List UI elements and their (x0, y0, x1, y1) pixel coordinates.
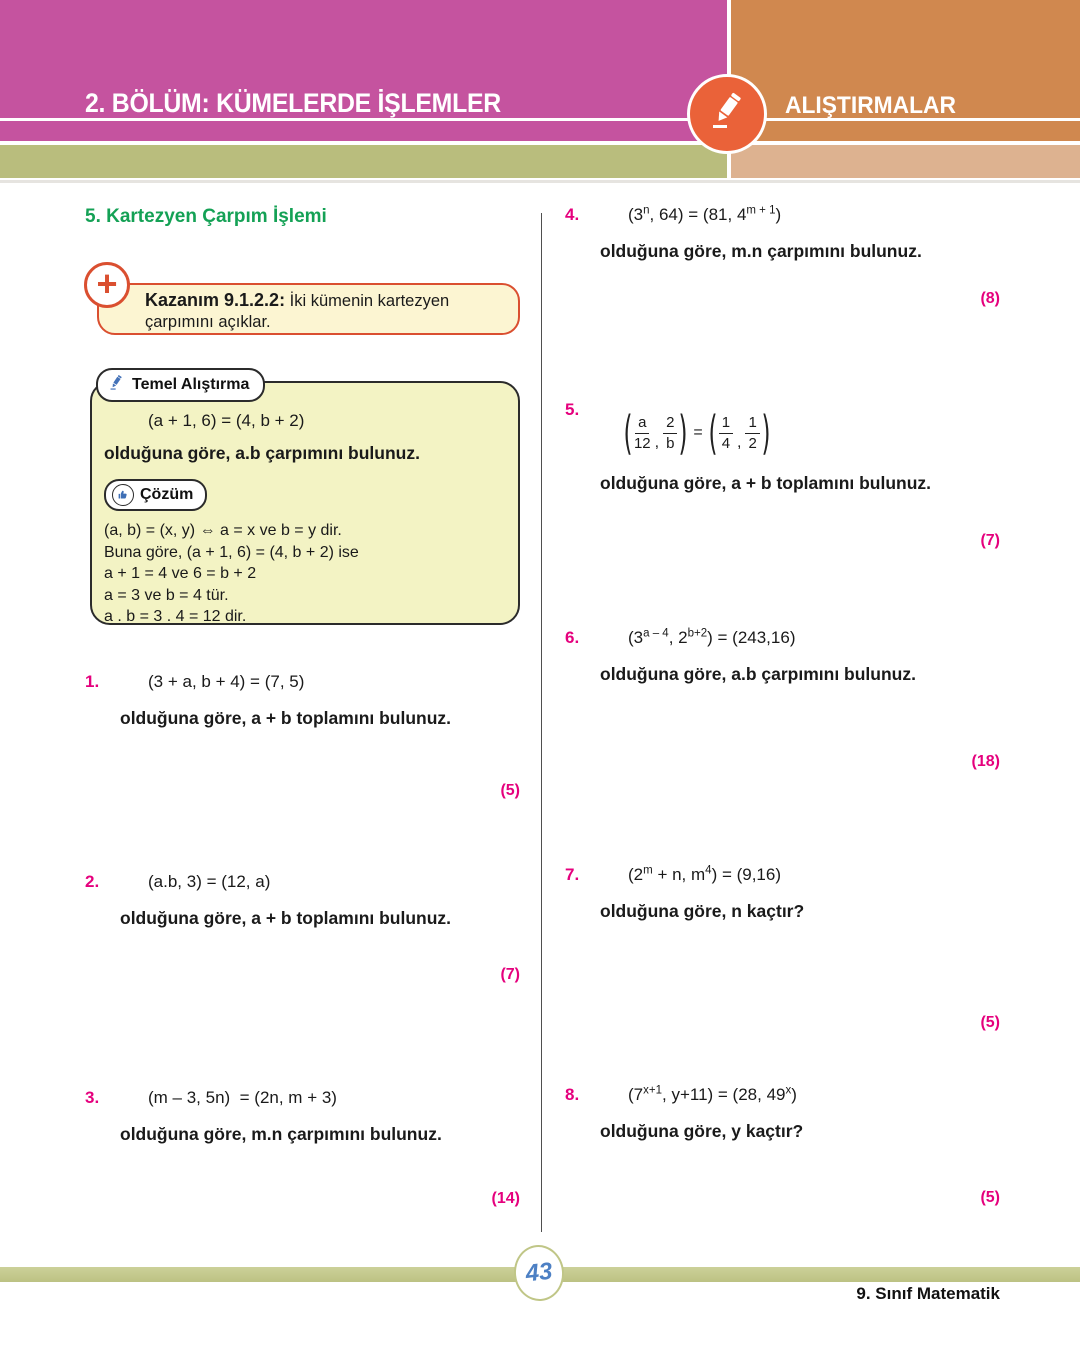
exercise-equation: (3$^{a - 4}$, $2^{b+2}) = (243,16)$ (628, 627, 796, 647)
exercise-question: olduğuna göre, a.b çarpımını bulunuz. (600, 664, 916, 684)
solution-line: a = 3 ve b = 4 tür. (104, 586, 229, 604)
answer-badge: (14) (491, 1190, 520, 1207)
header-olive-stripe (0, 145, 727, 178)
kazanim-label: Kazanım 9.1.2.2: (145, 290, 286, 310)
exercise-6 (565, 628, 1000, 771)
exercises-badge (687, 74, 767, 154)
answer-badge: (5) (980, 1189, 1000, 1206)
exercise-question: olduğuna göre, a + b toplamını bulunuz. (120, 908, 452, 928)
thumbs-up-icon (112, 484, 134, 506)
exercise-2 (85, 872, 520, 984)
exercise-question: olduğuna göre, a + b toplamını bulunuz. (120, 708, 452, 728)
exercise-7 (565, 865, 1000, 1032)
temel-question: olduğuna göre, a.b çarpımını bulunuz. (104, 443, 420, 463)
page-number-badge (511, 1243, 567, 1304)
exercise-4 (565, 205, 1000, 308)
exercise-1 (85, 672, 520, 800)
temel-alistirma-box (90, 376, 520, 625)
book-label: 9. Sınıf Matematik (856, 1284, 1000, 1303)
answer-badge: (7) (500, 966, 520, 983)
pencil-icon (704, 89, 750, 140)
header-shadow-line (0, 180, 1080, 183)
exercise-question: olduğuna göre, n kaçtır? (600, 901, 805, 921)
kazanim-text: İki kümenin kartezyen çarpımını açıklar. (145, 292, 450, 331)
exercise-number: 6. (565, 628, 580, 647)
exercise-number: 5. (565, 400, 580, 419)
pencil-blue-icon (108, 374, 125, 396)
exercise-5 (565, 400, 1000, 550)
answer-badge: (8) (980, 290, 1000, 307)
exercise-question: olduğuna göre, y kaçtır? (600, 1121, 804, 1141)
exercise-equation: ( $\frac{a}{12}$ , $\frac{2}{b}$ ) = ( $\frac{1}{4}$ , $\frac{1}{2}$ ) (623, 406, 771, 460)
exercise-number: 3. (85, 1088, 100, 1107)
cozum-pill (104, 479, 207, 511)
exercise-equation: (a.b, 3) = (12, a) (148, 872, 271, 891)
answer-badge: (18) (971, 753, 1000, 770)
temel-equation: (a + 1, 6) = (4, b + 2) (148, 411, 305, 430)
temel-alistirma-tab (96, 368, 265, 402)
answer-badge: (7) (980, 532, 1000, 549)
section-title: ALIŞTIRMALAR (785, 92, 956, 119)
header-peach-stripe (731, 145, 1080, 178)
answer-badge: (5) (980, 1014, 1000, 1031)
exercise-question: olduğuna göre, m.n çarpımını bulunuz. (600, 241, 922, 261)
plus-icon: + (84, 262, 130, 308)
solution-line: a + 1 = 4 ve 6 = b + 2 (104, 565, 257, 582)
exercise-3 (85, 1088, 520, 1208)
exercise-number: 2. (85, 872, 100, 891)
column-divider (541, 213, 542, 1232)
page-number: 43 (524, 1257, 554, 1288)
exercise-question: olduğuna göre, a + b toplamını bulunuz. (600, 473, 932, 493)
exercise-number: 4. (565, 205, 580, 224)
exercise-8 (565, 1085, 1000, 1207)
exercise-equation: ($7^{x+1}$, y+11) = (28, 49$^x$) (628, 1084, 797, 1104)
exercise-number: 1. (85, 672, 100, 691)
exercise-equation: ($2^m + n$, $m^4) = (9,16)$ (628, 864, 782, 884)
exercise-equation: (3 + a, b + 4) = (7, 5) (148, 672, 305, 691)
kazanim-box (97, 283, 520, 335)
solution-text (104, 520, 359, 628)
exercise-number: 7. (565, 865, 580, 884)
exercise-equation: (m – 3, 5n) = (2n, m + 3) (148, 1088, 337, 1107)
exercise-question: olduğuna göre, m.n çarpımını bulunuz. (120, 1124, 442, 1144)
exercise-number: 8. (565, 1085, 580, 1104)
solution-line: (a, b) = (x, y) ⇔ a = x ve b = y dir. (104, 522, 342, 539)
solution-line: Buna göre, (a + 1, 6) = (4, b + 2) ise (104, 543, 359, 561)
exercise-equation: (3$^n$, 64) = (81, $4^{m + 1}$) (628, 204, 782, 224)
solution-line: a . b = 3 . 4 = 12 dir. (104, 608, 247, 625)
cozum-label: Çözüm (140, 486, 194, 503)
temel-tab-label: Temel Alıştırma (132, 376, 250, 393)
answer-badge: (5) (500, 782, 520, 799)
topic-heading: 5. Kartezyen Çarpım İşlemi (85, 206, 327, 227)
chapter-title: 2. BÖLÜM: KÜMELERDE İŞLEMLER (85, 88, 501, 118)
